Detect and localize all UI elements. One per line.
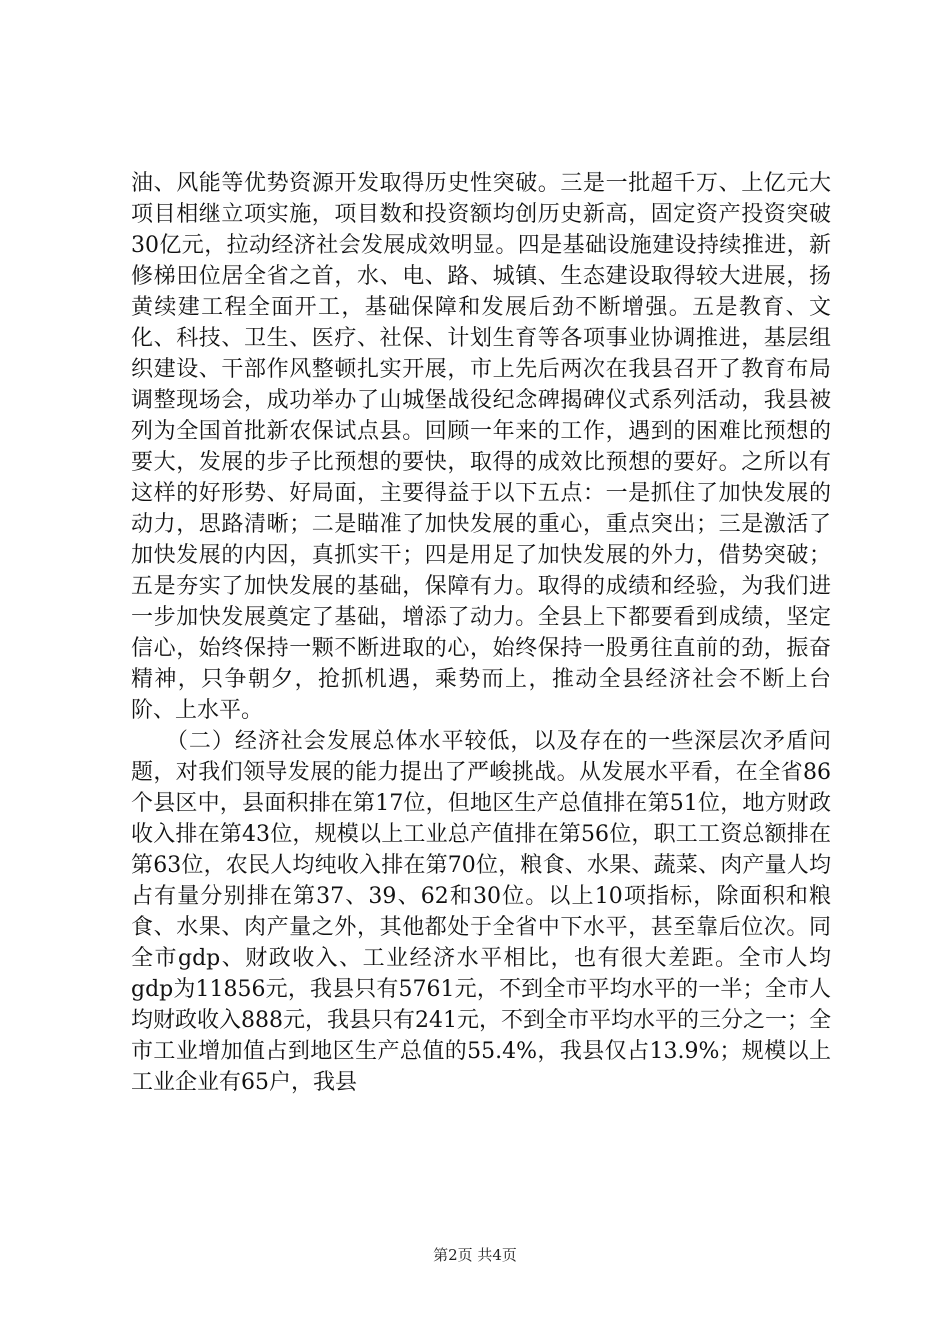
paragraph-1: 油、风能等优势资源开发取得历史性突破。三是一批超千万、上亿元大项目相继立项实施，项目数和投资额均创历史新高，固定资产投资突破30亿元，拉动经济社会发展成效明显。四是基础设施建设持续推进，新修梯田位居全省之首，水、电、路、城镇、生态建设取得较大进展，扬黄续建工程全面开工，基础保障和发展后劲不断增强。五是教育、文化、科技、卫生、医疗、社保、计划生育等各项事业协调推进，基层组织建设、干部作风整顿扎实开展，市上先后两次在我县召开了教育布局调整现场会，成功举办了山城堡战役纪念碑揭碑仪式系列活动，我县被列为全国首批新农保试点县。回顾一年来的工作，遇到的困难比预想的要大，发展的步子比预想的要快，取得的成效比预想的要好。之所以有这样的好形势、好局面，主要得益于以下五点：一是抓住了加快发展的动力，思路清晰；二是瞄准了加快发展的重心，重点突出；三是激活了加快发展的内因，真抓实干；四是用足了加快发展的外力，借势突破；五是夯实了加快发展的基础，保障有力。取得的成绩和经验，为我们进一步加快发展奠定了基础，增添了动力。全县上下都要看到成绩，坚定信心，始终保持一颗不断进取的心，始终保持一股勇往直前的劲，振奋精神，只争朝夕，抢抓机遇，乘势而上，推动全县经济社会不断上台阶、上水平。 (131, 171, 831, 723)
body-text (131, 168, 831, 1098)
page-footer: 第2页 共4页 (433, 1246, 517, 1264)
paragraph-2: （二）经济社会发展总体水平较低，以及存在的一些深层次矛盾问题，对我们领导发展的能力提出了严峻挑战。从发展水平看，在全省86个县区中，县面积排在第17位，但地区生产总值排在第51位，地方财政收入排在第43位，规模以上工业总产值排在第56位，职工工资总额排在第63位，农民人均纯收入排在第70位，粮食、水果、蔬菜、肉产量人均占有量分别排在第37、39、62和30位。以上10项指标，除面积和粮食、水果、肉产量之外，其他都处于全省中下水平，甚至靠后位次。同全市gdp、财政收入、工业经济水平相比，也有很大差距。全市人均gdp为11856元，我县只有5761元，不到全市平均水平的一半；全市人均财政收入888元，我县只有241元，不到全市平均水平的三分之一；全市工业增加值占到地区生产总值的55.4%，我县仅占13.9%；规模以上工业企业有65户，我县 (131, 729, 831, 1095)
